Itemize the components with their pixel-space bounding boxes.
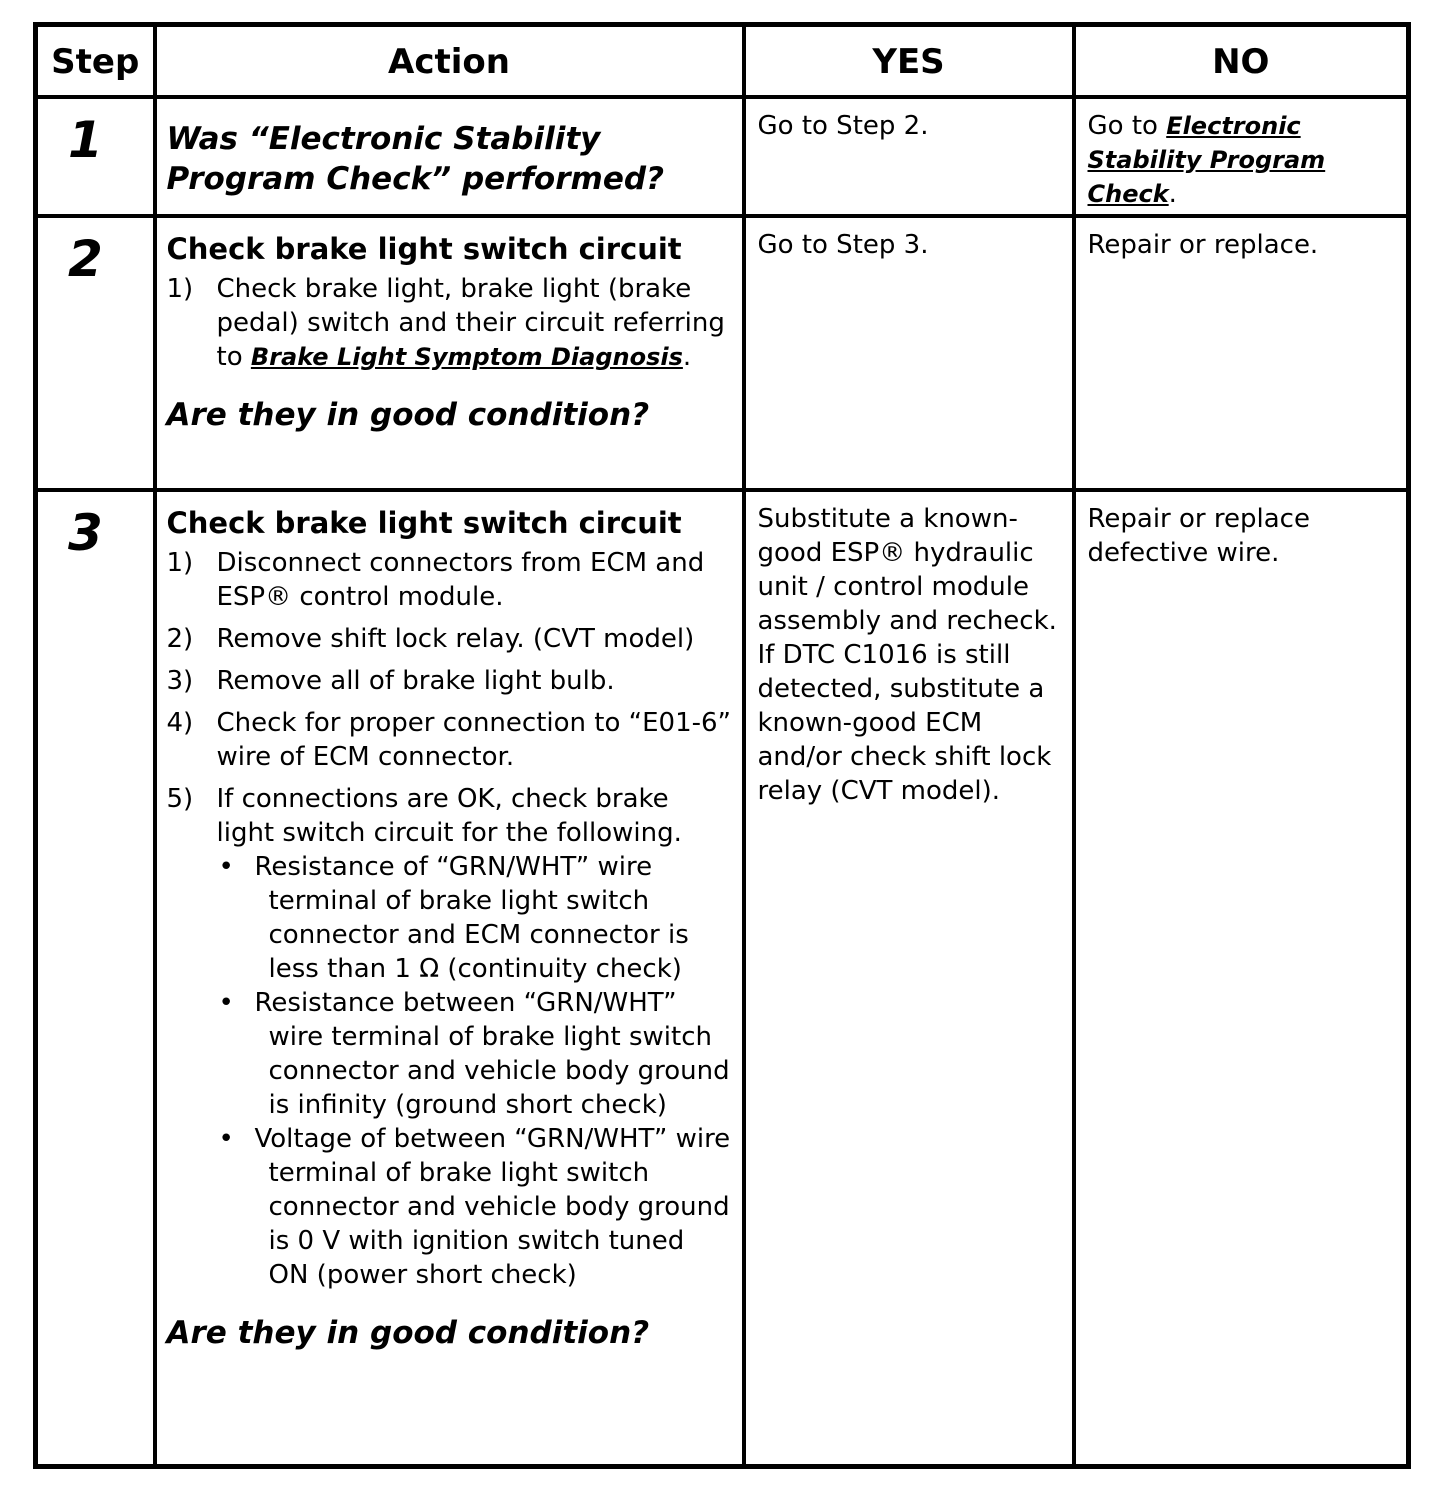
item-text: Remove all of brake light bulb. bbox=[216, 666, 615, 696]
item-number: 3) bbox=[166, 666, 194, 696]
bullet-text: Voltage of between “GRN/WHT” wire terminal of brake light switch connector and vehicle body ground is 0 V with ignition switch tuned ON (power short check) bbox=[254, 1124, 731, 1290]
list-item bbox=[167, 706, 732, 774]
table-row bbox=[36, 216, 1409, 490]
step-list bbox=[167, 272, 732, 374]
yes-text: Go to Step 2. bbox=[757, 111, 929, 141]
table-row bbox=[36, 490, 1409, 1467]
action-cell bbox=[155, 216, 744, 490]
item-number: 1) bbox=[166, 548, 194, 578]
header-row bbox=[36, 25, 1409, 98]
list-item bbox=[167, 622, 732, 656]
table-row bbox=[36, 97, 1409, 216]
yes-cell bbox=[744, 216, 1074, 490]
no-text: Repair or replace. bbox=[1087, 230, 1319, 260]
step-question: Are they in good condition? bbox=[166, 1315, 650, 1351]
item-text-suffix: . bbox=[682, 342, 692, 372]
step-heading: Check brake light switch circuit bbox=[166, 232, 682, 266]
step-number: 3 bbox=[68, 504, 103, 562]
bullet-item bbox=[219, 1122, 732, 1292]
bullet-icon: • bbox=[218, 988, 234, 1018]
no-text bbox=[1076, 99, 1407, 211]
yes-cell bbox=[744, 490, 1074, 1467]
list-item bbox=[167, 664, 732, 698]
item-text: Check for proper connection to “E01-6” wire of ECM connector. bbox=[216, 708, 732, 772]
no-cell bbox=[1074, 490, 1409, 1467]
item-text bbox=[217, 272, 732, 374]
list-item bbox=[167, 782, 732, 1292]
bullet-icon: • bbox=[218, 852, 234, 882]
item-number: 2) bbox=[166, 624, 194, 654]
item-number: 4) bbox=[166, 708, 194, 738]
no-cell bbox=[1074, 97, 1409, 216]
step-question: Was “Electronic Stability Program Check” performed? bbox=[166, 121, 665, 197]
step-question: Are they in good condition? bbox=[166, 397, 650, 433]
bullet-list bbox=[217, 850, 732, 1292]
no-cell bbox=[1074, 216, 1409, 490]
bullet-text: Resistance between “GRN/WHT” wire terminal of brake light switch connector and vehicle body ground is infinity (ground short check) bbox=[254, 988, 730, 1120]
yes-cell bbox=[744, 97, 1074, 216]
bullet-icon: • bbox=[218, 1124, 234, 1154]
header-action: Action bbox=[155, 25, 744, 98]
step-cell bbox=[36, 97, 155, 216]
action-cell bbox=[155, 97, 744, 216]
list-item bbox=[167, 546, 732, 614]
step-number: 1 bbox=[68, 111, 103, 169]
item-text: If connections are OK, check brake light switch circuit for the following. bbox=[216, 784, 682, 848]
item-number: 5) bbox=[166, 784, 194, 814]
item-number: 1) bbox=[166, 274, 194, 304]
step-cell bbox=[36, 216, 155, 490]
header-no: NO bbox=[1074, 25, 1409, 98]
header-yes: YES bbox=[744, 25, 1074, 98]
step-list bbox=[167, 546, 732, 1292]
no-text-prefix: Go to bbox=[1087, 111, 1167, 141]
yes-text: Go to Step 3. bbox=[757, 230, 929, 260]
no-text-suffix: . bbox=[1168, 179, 1177, 209]
item-text: Remove shift lock relay. (CVT model) bbox=[216, 624, 695, 654]
bullet-text: Resistance of “GRN/WHT” wire terminal of brake light switch connector and ECM connector is less than 1 Ω (continuity check) bbox=[254, 852, 689, 984]
step-cell bbox=[36, 490, 155, 1467]
action-cell bbox=[155, 490, 744, 1467]
item-text: Disconnect connectors from ECM and ESP® control module. bbox=[216, 548, 705, 612]
yes-text: Substitute a known-good ESP® hydraulic unit / control module assembly and recheck. If DTC C1016 is still detected, substitute a known-good ECM and/or check shift lock relay (CVT model). bbox=[757, 504, 1057, 806]
header-step: Step bbox=[36, 25, 155, 98]
item-text-main: Check brake light, brake light (brake pedal) switch and their circuit referring to bbox=[216, 274, 725, 372]
diagnosis-table bbox=[33, 22, 1411, 1469]
step-number: 2 bbox=[68, 230, 103, 288]
brake-light-diagnosis-link[interactable]: Brake Light Symptom Diagnosis bbox=[250, 343, 683, 371]
list-item bbox=[167, 272, 732, 374]
bullet-item bbox=[219, 850, 732, 986]
step-heading: Check brake light switch circuit bbox=[166, 506, 682, 540]
bullet-item bbox=[219, 986, 732, 1122]
esp-check-link[interactable]: Electronic Stability Program Check bbox=[1087, 112, 1326, 208]
item-body bbox=[217, 782, 732, 1292]
no-text: Repair or replace defective wire. bbox=[1087, 504, 1310, 568]
